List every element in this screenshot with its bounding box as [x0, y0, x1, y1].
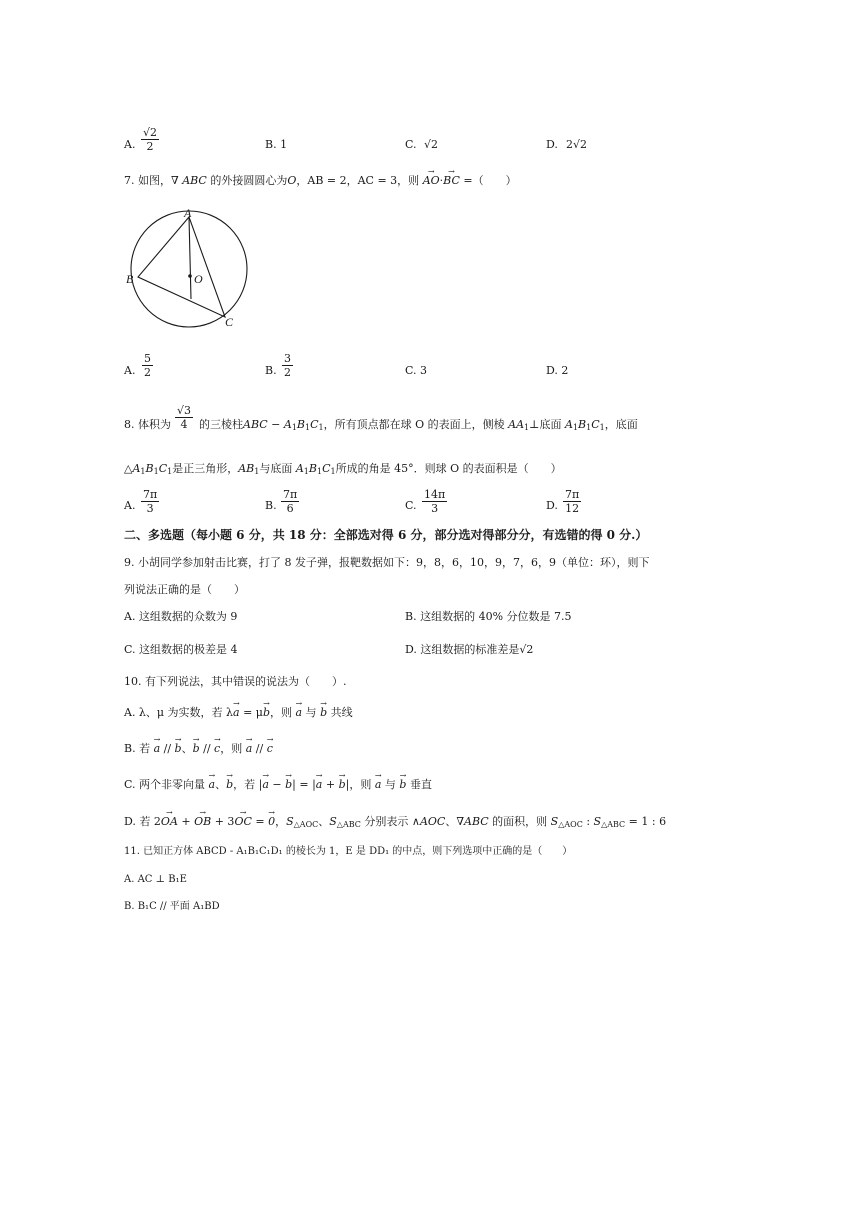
- vertex-label-a: A: [184, 206, 192, 220]
- q11-option-a: A. AC ⊥ B₁E: [124, 874, 187, 885]
- q7-stem-end: =（ ）: [463, 174, 517, 187]
- q9-option-d-text: D. 这组数据的标准差是: [405, 643, 520, 656]
- q8-stem-rest: ，所有顶点都在球 O 的表面上，侧棱: [323, 418, 505, 431]
- section-heading-multiple-choice: 二、多选题（每小题 6 分，共 18 分：全部选对得 6 分，部分选对得部分分，有选错的得 0 分.）: [124, 528, 648, 542]
- q10-option-c: C. 两个非零向量 → a、→ b，若 |→ a − → b| = |→ a + → b|，则 → a 与 → b 垂直: [124, 778, 432, 792]
- fraction-numerator: √2: [143, 126, 158, 139]
- q7-stem-lengths: ，AB = 2，AC = 3，则: [296, 174, 420, 187]
- q6-option-c-value: √2: [424, 138, 439, 151]
- q6-option-b: B. 1: [265, 138, 288, 151]
- q10-option-c-mid: ，若: [233, 778, 256, 791]
- fraction-numerator: 7π: [143, 488, 158, 501]
- fraction-denominator: 12: [565, 502, 580, 515]
- fraction-numerator: 3: [284, 352, 291, 365]
- fraction-numerator: √3: [177, 404, 192, 417]
- fraction-denominator: 2: [284, 366, 291, 379]
- q7-option-c: C. 3: [405, 364, 428, 377]
- q10-option-d-mid2: 的面积，则: [492, 815, 548, 828]
- q8-stem-line2-a: 是正三角形，: [172, 462, 239, 475]
- vertex-label-b: B: [126, 272, 134, 286]
- center-point-o: [188, 274, 192, 278]
- q7-option-b-value: [282, 352, 293, 379]
- q8-option-c-value: [422, 488, 447, 515]
- center-label-o: O: [194, 272, 203, 286]
- q9-option-c: C. 这组数据的极差是 4: [124, 643, 238, 656]
- q6-option-c-label: C.: [405, 138, 417, 151]
- q8-volume-fraction: [175, 404, 193, 431]
- vertex-label-c: C: [225, 315, 234, 329]
- q9-option-d: [405, 643, 533, 657]
- q7-stem-prefix: 7. 如图，: [124, 174, 171, 187]
- q10-option-b: B. 若 → a // → b、→ b // → c，则 → a // → c: [124, 742, 273, 756]
- triangle-symbol: ∇: [171, 174, 179, 187]
- triangle-abc: [138, 217, 225, 317]
- q9-option-d-value: √2: [519, 643, 534, 656]
- q8-option-a-label: A.: [124, 499, 136, 512]
- q10-option-c-mid2: ，则: [349, 778, 372, 791]
- q7-circle-figure: [120, 205, 255, 335]
- q8-option-c-label: C.: [405, 499, 417, 512]
- q10-option-d: D. 若 2→ OA + → OB + 3→ OC = → 0，$S_{\triangle AOC}$、$S_{\triangle ABC}$ 分别表示 ∧AOC、∇ABC 的面积，则 $S_{\triangle AOC}$ : $S_{\triangle ABC} = 1$ : 6: [124, 815, 666, 829]
- q10-option-c-end: 垂直: [409, 778, 432, 791]
- q8-stem-line1: [124, 418, 171, 432]
- fraction-denominator: 2: [146, 140, 154, 153]
- q7-option-a-value: [142, 352, 153, 379]
- q10-option-d-mid: 分别表示: [364, 815, 409, 828]
- q10-option-b-mid: ，则: [220, 742, 243, 755]
- q9-stem-line1: 9. 小胡同学参加射击比赛，打了 8 发子弹，报靶数据如下：9，8，6，10，9，7，6，9（单位：环），则下: [124, 556, 650, 569]
- q8-option-d-value: [563, 488, 581, 515]
- q9-option-a: A. 这组数据的众数为 9: [124, 610, 238, 623]
- q8-stem-line2-b: 与底面: [259, 462, 293, 475]
- fraction-denominator: 3: [431, 502, 439, 515]
- fraction-denominator: 6: [286, 502, 294, 515]
- q7-stem-mid: 的外接圆圆心为: [210, 174, 288, 187]
- q8-stem-line1-rest: 的三棱柱ABC − $A_1B_1C_1$，所有顶点都在球 O 的表面上，侧棱 $AA_1\perp$底面 $A_1B_1C_1$，底面: [199, 418, 638, 432]
- q10-option-d-prefix: D. 若: [124, 815, 151, 828]
- q10-stem: 10. 有下列说法，其中错误的说法为（ ）.: [124, 675, 347, 688]
- q8-stem-mid: 的三棱柱: [199, 418, 243, 431]
- q7-stem: 7. 如图，∇ ABC 的外接圆圆心为O，AB = 2，AC = 3，则 → AO·→ BC =（ ）: [124, 174, 517, 188]
- fraction-numerator: 7π: [283, 488, 298, 501]
- q6-option-a-label: A.: [124, 138, 136, 151]
- fraction-denominator: 3: [146, 502, 154, 515]
- q8-stem-perp: ⊥底面: [529, 418, 562, 431]
- q10-option-d-ratio: = 1 : 6: [628, 815, 667, 828]
- q8-option-b-label: B.: [265, 499, 277, 512]
- q8-option-a-value: [141, 488, 159, 515]
- vector-ao: → AO: [423, 174, 440, 188]
- q8-option-b-value: [281, 488, 299, 515]
- q8-stem-line2: $\triangle A_1B_1C_1$是正三角形，$AB_1$与底面 $A_1B_1C_1$所成的角是 45°．则球 O 的表面积是（ ）: [124, 462, 562, 476]
- fraction-numerator: 14π: [424, 488, 446, 501]
- fraction-numerator: 5: [144, 352, 151, 365]
- q10-option-a-end: 共线: [330, 706, 353, 719]
- q7-option-b-label: B.: [265, 364, 277, 377]
- fraction-numerator: 7π: [565, 488, 580, 501]
- q11-stem: 11. 已知正方体 ABCD - A₁B₁C₁D₁ 的棱长为 1，E 是 DD₁ 的中点，则下列选项中正确的是（ ）: [124, 846, 573, 857]
- q9-stem-line2: 列说法正确的是（ ）: [124, 583, 245, 596]
- fraction-denominator: 4: [180, 418, 188, 431]
- q8-option-d-label: D.: [546, 499, 558, 512]
- vector-bc: → BC: [443, 174, 460, 188]
- q10-option-b-prefix: B. 若: [124, 742, 151, 755]
- q10-option-c-prefix: C. 两个非零向量: [124, 778, 206, 791]
- q7-option-d: D. 2: [546, 364, 569, 377]
- q9-option-b: B. 这组数据的 40% 分位数是 7.5: [405, 610, 572, 623]
- q11-option-b: B. B₁C // 平面 A₁BD: [124, 901, 220, 912]
- q8-stem-line2-c: 所成的角是 45°．则球 O 的表面积是（ ）: [335, 462, 562, 475]
- q6-option-d-label: D.: [546, 138, 558, 151]
- q8-stem-prefix: 8. 体积为: [124, 418, 171, 431]
- q10-option-a: A. λ、μ 为实数，若 λ→ a = μ→ b，则 → a 与 → b 共线: [124, 706, 353, 720]
- q8-stem-end: ，底面: [604, 418, 638, 431]
- q10-option-a-prefix: A. λ、μ 为实数，若: [124, 706, 223, 719]
- segment-ao: [189, 217, 191, 299]
- q7-option-a-label: A.: [124, 364, 136, 377]
- q6-option-d-value: 2√2: [566, 138, 588, 151]
- fraction-denominator: 2: [144, 366, 151, 379]
- q10-option-a-mid: ，则: [270, 706, 292, 719]
- q7-center-label: O: [287, 174, 297, 187]
- q6-option-a-value: [141, 126, 159, 153]
